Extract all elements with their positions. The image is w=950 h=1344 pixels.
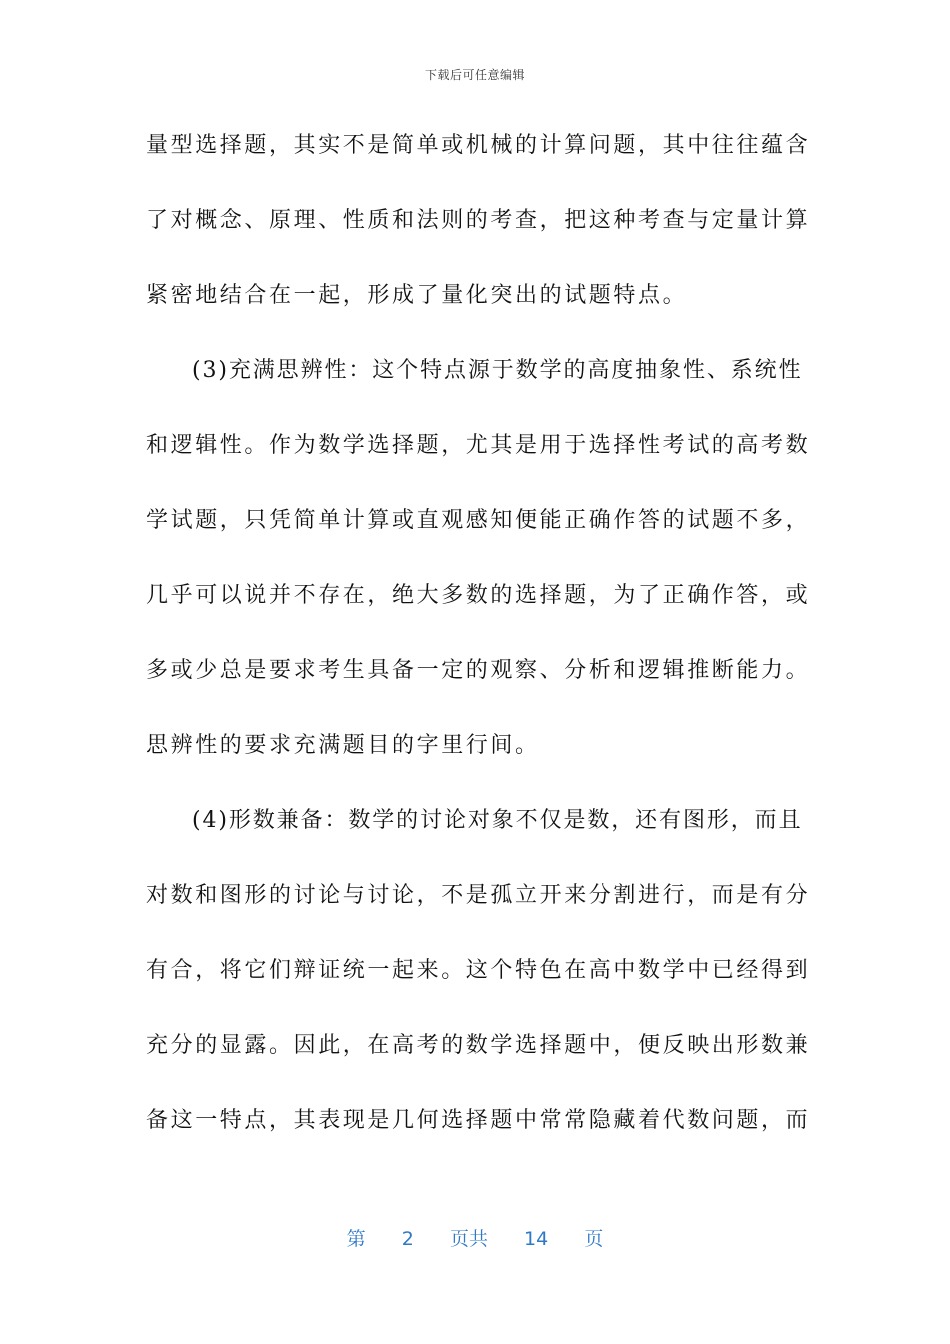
- document-body: [146, 120, 811, 1170]
- text-line: 充分的显露。因此，在高考的数学选择题中，便反映出形数兼: [146, 1033, 811, 1058]
- text-line: 紧密地结合在一起，形成了量化突出的试题特点。: [146, 283, 688, 308]
- text-line: 量型选择题，其实不是简单或机械的计算问题，其中往往蕴含: [146, 133, 811, 158]
- text-line: 有合，将它们辩证统一起来。这个特色在高中数学中已经得到: [146, 958, 811, 983]
- text-line: 了对概念、原理、性质和法则的考查，把这种考查与定量计算: [146, 208, 811, 233]
- paragraph-heading-line: (4)形数兼备：数学的讨论对象不仅是数，还有图形，而且: [192, 808, 803, 833]
- text-line: 思辨性的要求充满题目的字里行间。: [146, 733, 540, 758]
- footer-page-mid: 页共: [449, 1228, 488, 1250]
- header-note: 下载后可任意编辑: [424, 68, 525, 82]
- text-line: 和逻辑性。作为数学选择题，尤其是用于选择性考试的高考数: [146, 433, 811, 458]
- text-line: 备这一特点，其表现是几何选择题中常常隐藏着代数问题，而: [146, 1108, 811, 1133]
- footer-page-number: 2: [401, 1228, 414, 1250]
- footer-page-prefix: 第: [346, 1228, 366, 1250]
- footer-page-suffix: 页: [584, 1228, 604, 1250]
- paragraph-heading-line: (3)充满思辨性：这个特点源于数学的高度抽象性、系统性: [192, 358, 803, 383]
- text-line: 多或少总是要求考生具备一定的观察、分析和逻辑推断能力。: [146, 658, 811, 683]
- page-footer: [0, 1224, 950, 1251]
- footer-total-pages: 14: [524, 1228, 549, 1250]
- text-line: 几乎可以说并不存在，绝大多数的选择题，为了正确作答，或: [146, 583, 811, 608]
- text-line: 对数和图形的讨论与讨论，不是孤立开来分割进行，而是有分: [146, 883, 811, 908]
- text-line: 学试题，只凭简单计算或直观感知便能正确作答的试题不多，: [146, 508, 811, 533]
